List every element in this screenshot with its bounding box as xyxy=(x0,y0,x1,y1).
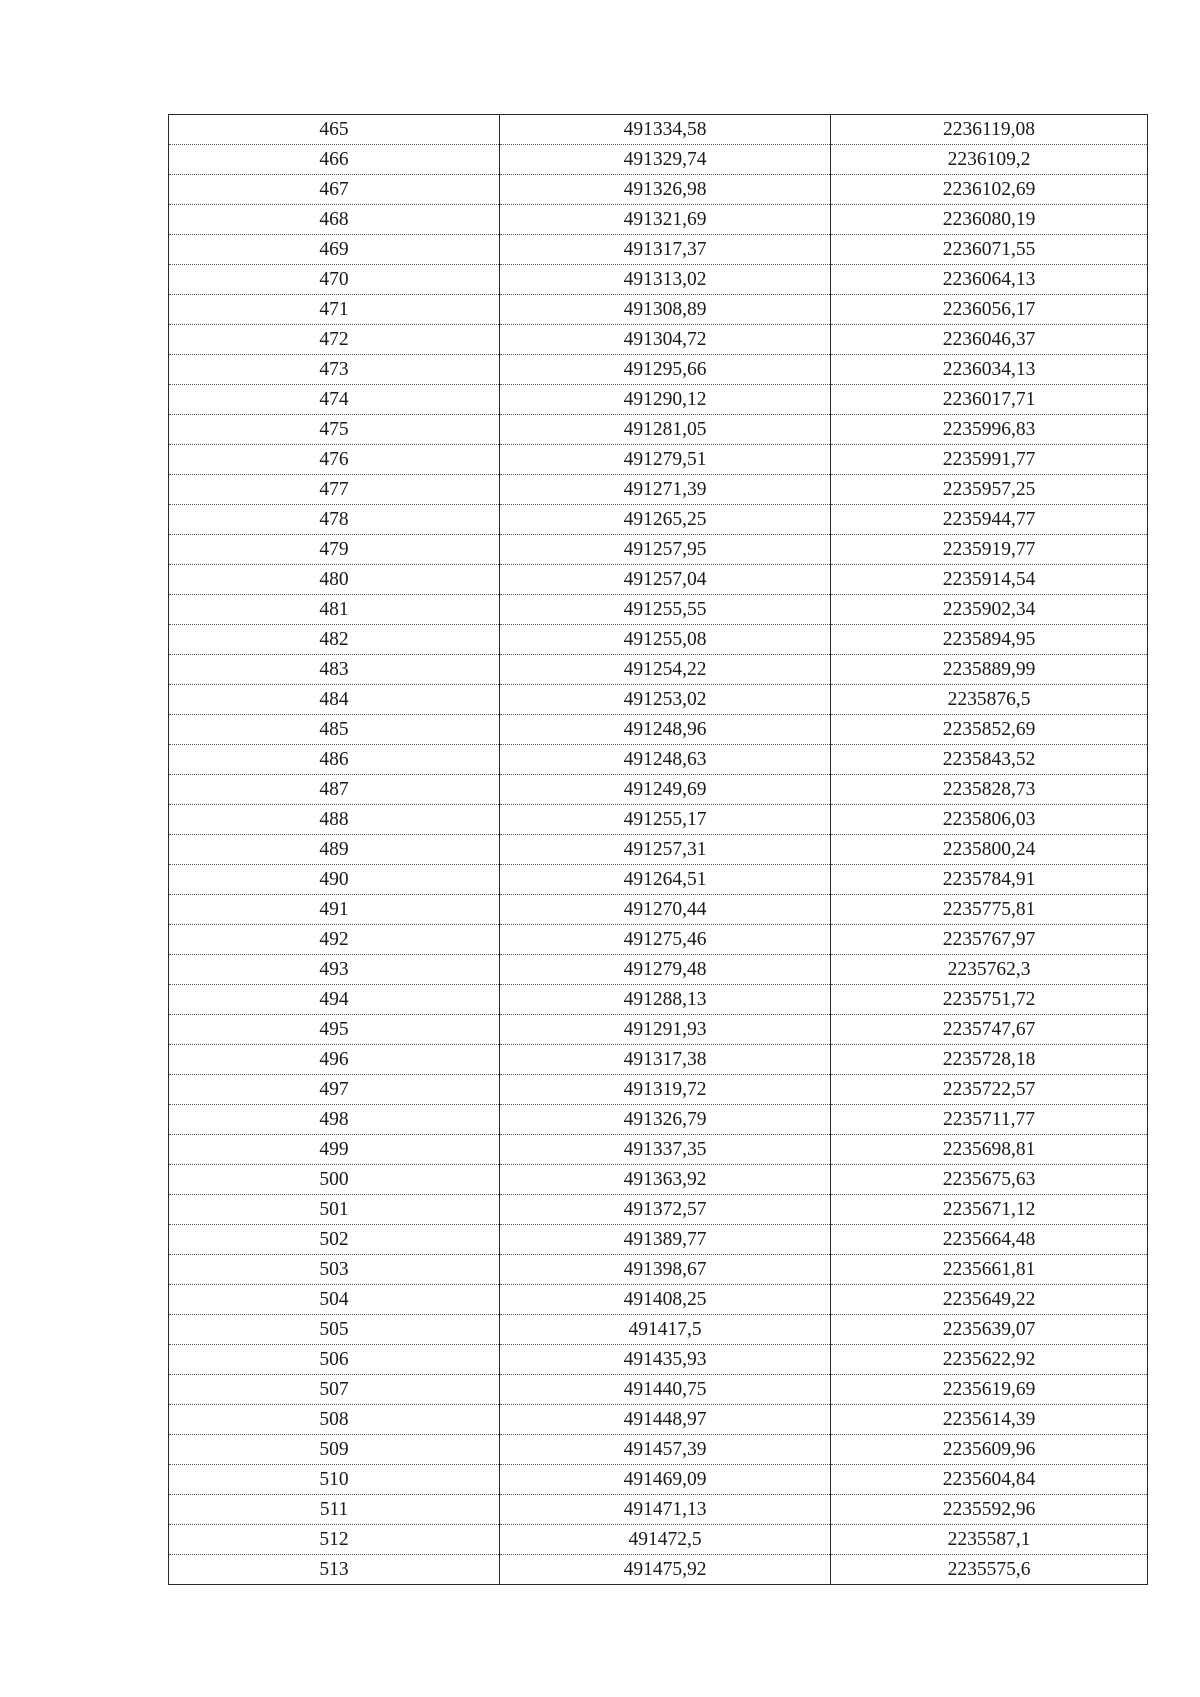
y-coordinate-cell: 2235671,12 xyxy=(831,1195,1148,1225)
x-coordinate-cell: 491321,69 xyxy=(500,205,831,235)
point-number-cell: 495 xyxy=(169,1015,500,1045)
x-coordinate-cell: 491290,12 xyxy=(500,385,831,415)
x-coordinate-cell: 491257,95 xyxy=(500,535,831,565)
table-row xyxy=(169,625,1148,655)
point-number-cell: 507 xyxy=(169,1375,500,1405)
point-number-cell: 509 xyxy=(169,1435,500,1465)
y-coordinate-cell: 2235722,57 xyxy=(831,1075,1148,1105)
point-number-cell: 470 xyxy=(169,265,500,295)
table-row xyxy=(169,565,1148,595)
y-coordinate-cell: 2235587,1 xyxy=(831,1525,1148,1555)
x-coordinate-cell: 491264,51 xyxy=(500,865,831,895)
x-coordinate-cell: 491254,22 xyxy=(500,655,831,685)
table-row xyxy=(169,325,1148,355)
table-row xyxy=(169,1345,1148,1375)
y-coordinate-cell: 2235622,92 xyxy=(831,1345,1148,1375)
x-coordinate-cell: 491317,37 xyxy=(500,235,831,265)
point-number-cell: 498 xyxy=(169,1105,500,1135)
y-coordinate-cell: 2235592,96 xyxy=(831,1495,1148,1525)
table-row xyxy=(169,955,1148,985)
x-coordinate-cell: 491334,58 xyxy=(500,115,831,145)
y-coordinate-cell: 2236119,08 xyxy=(831,115,1148,145)
coordinates-table-body xyxy=(169,115,1148,1585)
x-coordinate-cell: 491275,46 xyxy=(500,925,831,955)
y-coordinate-cell: 2235675,63 xyxy=(831,1165,1148,1195)
y-coordinate-cell: 2236071,55 xyxy=(831,235,1148,265)
table-row xyxy=(169,1435,1148,1465)
y-coordinate-cell: 2235889,99 xyxy=(831,655,1148,685)
table-row xyxy=(169,655,1148,685)
y-coordinate-cell: 2236046,37 xyxy=(831,325,1148,355)
y-coordinate-cell: 2235614,39 xyxy=(831,1405,1148,1435)
table-row xyxy=(169,145,1148,175)
x-coordinate-cell: 491291,93 xyxy=(500,1015,831,1045)
x-coordinate-cell: 491271,39 xyxy=(500,475,831,505)
x-coordinate-cell: 491398,67 xyxy=(500,1255,831,1285)
x-coordinate-cell: 491248,96 xyxy=(500,715,831,745)
point-number-cell: 503 xyxy=(169,1255,500,1285)
point-number-cell: 469 xyxy=(169,235,500,265)
x-coordinate-cell: 491475,92 xyxy=(500,1555,831,1585)
x-coordinate-cell: 491372,57 xyxy=(500,1195,831,1225)
point-number-cell: 466 xyxy=(169,145,500,175)
table-row xyxy=(169,265,1148,295)
table-row xyxy=(169,1525,1148,1555)
table-row xyxy=(169,925,1148,955)
table-row xyxy=(169,865,1148,895)
x-coordinate-cell: 491270,44 xyxy=(500,895,831,925)
point-number-cell: 512 xyxy=(169,1525,500,1555)
table-row xyxy=(169,1255,1148,1285)
x-coordinate-cell: 491457,39 xyxy=(500,1435,831,1465)
table-row xyxy=(169,1495,1148,1525)
x-coordinate-cell: 491308,89 xyxy=(500,295,831,325)
table-row xyxy=(169,1075,1148,1105)
table-row xyxy=(169,1225,1148,1255)
y-coordinate-cell: 2235843,52 xyxy=(831,745,1148,775)
x-coordinate-cell: 491472,5 xyxy=(500,1525,831,1555)
y-coordinate-cell: 2235639,07 xyxy=(831,1315,1148,1345)
table-row xyxy=(169,805,1148,835)
y-coordinate-cell: 2235775,81 xyxy=(831,895,1148,925)
point-number-cell: 499 xyxy=(169,1135,500,1165)
table-row xyxy=(169,715,1148,745)
x-coordinate-cell: 491255,08 xyxy=(500,625,831,655)
point-number-cell: 496 xyxy=(169,1045,500,1075)
point-number-cell: 510 xyxy=(169,1465,500,1495)
point-number-cell: 491 xyxy=(169,895,500,925)
y-coordinate-cell: 2235784,91 xyxy=(831,865,1148,895)
y-coordinate-cell: 2235894,95 xyxy=(831,625,1148,655)
point-number-cell: 480 xyxy=(169,565,500,595)
x-coordinate-cell: 491281,05 xyxy=(500,415,831,445)
y-coordinate-cell: 2235661,81 xyxy=(831,1255,1148,1285)
coordinates-table xyxy=(168,114,1148,1585)
point-number-cell: 493 xyxy=(169,955,500,985)
table-row xyxy=(169,775,1148,805)
x-coordinate-cell: 491313,02 xyxy=(500,265,831,295)
x-coordinate-cell: 491248,63 xyxy=(500,745,831,775)
x-coordinate-cell: 491253,02 xyxy=(500,685,831,715)
table-row xyxy=(169,115,1148,145)
point-number-cell: 481 xyxy=(169,595,500,625)
y-coordinate-cell: 2235806,03 xyxy=(831,805,1148,835)
point-number-cell: 485 xyxy=(169,715,500,745)
table-row xyxy=(169,1465,1148,1495)
table-row xyxy=(169,895,1148,925)
table-row xyxy=(169,385,1148,415)
x-coordinate-cell: 491255,55 xyxy=(500,595,831,625)
x-coordinate-cell: 491389,77 xyxy=(500,1225,831,1255)
y-coordinate-cell: 2236056,17 xyxy=(831,295,1148,325)
y-coordinate-cell: 2235914,54 xyxy=(831,565,1148,595)
point-number-cell: 484 xyxy=(169,685,500,715)
x-coordinate-cell: 491469,09 xyxy=(500,1465,831,1495)
table-row xyxy=(169,1285,1148,1315)
point-number-cell: 513 xyxy=(169,1555,500,1585)
x-coordinate-cell: 491319,72 xyxy=(500,1075,831,1105)
y-coordinate-cell: 2235944,77 xyxy=(831,505,1148,535)
point-number-cell: 506 xyxy=(169,1345,500,1375)
point-number-cell: 487 xyxy=(169,775,500,805)
x-coordinate-cell: 491363,92 xyxy=(500,1165,831,1195)
y-coordinate-cell: 2236034,13 xyxy=(831,355,1148,385)
y-coordinate-cell: 2235991,77 xyxy=(831,445,1148,475)
point-number-cell: 483 xyxy=(169,655,500,685)
y-coordinate-cell: 2235609,96 xyxy=(831,1435,1148,1465)
x-coordinate-cell: 491249,69 xyxy=(500,775,831,805)
point-number-cell: 471 xyxy=(169,295,500,325)
point-number-cell: 476 xyxy=(169,445,500,475)
point-number-cell: 482 xyxy=(169,625,500,655)
point-number-cell: 468 xyxy=(169,205,500,235)
y-coordinate-cell: 2235767,97 xyxy=(831,925,1148,955)
table-row xyxy=(169,235,1148,265)
y-coordinate-cell: 2236064,13 xyxy=(831,265,1148,295)
table-row xyxy=(169,1555,1148,1585)
x-coordinate-cell: 491448,97 xyxy=(500,1405,831,1435)
point-number-cell: 474 xyxy=(169,385,500,415)
point-number-cell: 501 xyxy=(169,1195,500,1225)
point-number-cell: 472 xyxy=(169,325,500,355)
point-number-cell: 500 xyxy=(169,1165,500,1195)
point-number-cell: 489 xyxy=(169,835,500,865)
table-row xyxy=(169,205,1148,235)
point-number-cell: 490 xyxy=(169,865,500,895)
x-coordinate-cell: 491288,13 xyxy=(500,985,831,1015)
table-row xyxy=(169,175,1148,205)
x-coordinate-cell: 491265,25 xyxy=(500,505,831,535)
table-row xyxy=(169,535,1148,565)
x-coordinate-cell: 491337,35 xyxy=(500,1135,831,1165)
y-coordinate-cell: 2235747,67 xyxy=(831,1015,1148,1045)
table-row xyxy=(169,295,1148,325)
y-coordinate-cell: 2235575,6 xyxy=(831,1555,1148,1585)
table-row xyxy=(169,1015,1148,1045)
y-coordinate-cell: 2235604,84 xyxy=(831,1465,1148,1495)
table-row xyxy=(169,685,1148,715)
x-coordinate-cell: 491417,5 xyxy=(500,1315,831,1345)
y-coordinate-cell: 2236109,2 xyxy=(831,145,1148,175)
point-number-cell: 488 xyxy=(169,805,500,835)
table-row xyxy=(169,1105,1148,1135)
y-coordinate-cell: 2235800,24 xyxy=(831,835,1148,865)
y-coordinate-cell: 2235919,77 xyxy=(831,535,1148,565)
table-row xyxy=(169,355,1148,385)
x-coordinate-cell: 491326,79 xyxy=(500,1105,831,1135)
y-coordinate-cell: 2235876,5 xyxy=(831,685,1148,715)
point-number-cell: 478 xyxy=(169,505,500,535)
point-number-cell: 465 xyxy=(169,115,500,145)
table-row xyxy=(169,985,1148,1015)
y-coordinate-cell: 2235751,72 xyxy=(831,985,1148,1015)
x-coordinate-cell: 491471,13 xyxy=(500,1495,831,1525)
y-coordinate-cell: 2236080,19 xyxy=(831,205,1148,235)
point-number-cell: 504 xyxy=(169,1285,500,1315)
point-number-cell: 505 xyxy=(169,1315,500,1345)
y-coordinate-cell: 2235828,73 xyxy=(831,775,1148,805)
point-number-cell: 473 xyxy=(169,355,500,385)
table-row xyxy=(169,1135,1148,1165)
point-number-cell: 467 xyxy=(169,175,500,205)
point-number-cell: 502 xyxy=(169,1225,500,1255)
y-coordinate-cell: 2235698,81 xyxy=(831,1135,1148,1165)
y-coordinate-cell: 2235996,83 xyxy=(831,415,1148,445)
x-coordinate-cell: 491295,66 xyxy=(500,355,831,385)
point-number-cell: 508 xyxy=(169,1405,500,1435)
x-coordinate-cell: 491326,98 xyxy=(500,175,831,205)
table-row xyxy=(169,505,1148,535)
y-coordinate-cell: 2235728,18 xyxy=(831,1045,1148,1075)
table-row xyxy=(169,475,1148,505)
point-number-cell: 494 xyxy=(169,985,500,1015)
x-coordinate-cell: 491304,72 xyxy=(500,325,831,355)
x-coordinate-cell: 491408,25 xyxy=(500,1285,831,1315)
table-row xyxy=(169,1195,1148,1225)
table-row xyxy=(169,1165,1148,1195)
y-coordinate-cell: 2235649,22 xyxy=(831,1285,1148,1315)
x-coordinate-cell: 491440,75 xyxy=(500,1375,831,1405)
point-number-cell: 492 xyxy=(169,925,500,955)
y-coordinate-cell: 2236102,69 xyxy=(831,175,1148,205)
y-coordinate-cell: 2235619,69 xyxy=(831,1375,1148,1405)
y-coordinate-cell: 2235852,69 xyxy=(831,715,1148,745)
x-coordinate-cell: 491317,38 xyxy=(500,1045,831,1075)
point-number-cell: 486 xyxy=(169,745,500,775)
x-coordinate-cell: 491279,48 xyxy=(500,955,831,985)
table-row xyxy=(169,595,1148,625)
table-row xyxy=(169,745,1148,775)
table-row xyxy=(169,1045,1148,1075)
y-coordinate-cell: 2235664,48 xyxy=(831,1225,1148,1255)
y-coordinate-cell: 2235902,34 xyxy=(831,595,1148,625)
x-coordinate-cell: 491257,31 xyxy=(500,835,831,865)
x-coordinate-cell: 491435,93 xyxy=(500,1345,831,1375)
point-number-cell: 479 xyxy=(169,535,500,565)
x-coordinate-cell: 491257,04 xyxy=(500,565,831,595)
y-coordinate-cell: 2235711,77 xyxy=(831,1105,1148,1135)
table-row xyxy=(169,1405,1148,1435)
y-coordinate-cell: 2236017,71 xyxy=(831,385,1148,415)
table-row xyxy=(169,415,1148,445)
point-number-cell: 475 xyxy=(169,415,500,445)
table-row xyxy=(169,1315,1148,1345)
y-coordinate-cell: 2235762,3 xyxy=(831,955,1148,985)
y-coordinate-cell: 2235957,25 xyxy=(831,475,1148,505)
table-row xyxy=(169,445,1148,475)
point-number-cell: 477 xyxy=(169,475,500,505)
x-coordinate-cell: 491279,51 xyxy=(500,445,831,475)
point-number-cell: 511 xyxy=(169,1495,500,1525)
x-coordinate-cell: 491255,17 xyxy=(500,805,831,835)
table-row xyxy=(169,835,1148,865)
table-row xyxy=(169,1375,1148,1405)
point-number-cell: 497 xyxy=(169,1075,500,1105)
x-coordinate-cell: 491329,74 xyxy=(500,145,831,175)
